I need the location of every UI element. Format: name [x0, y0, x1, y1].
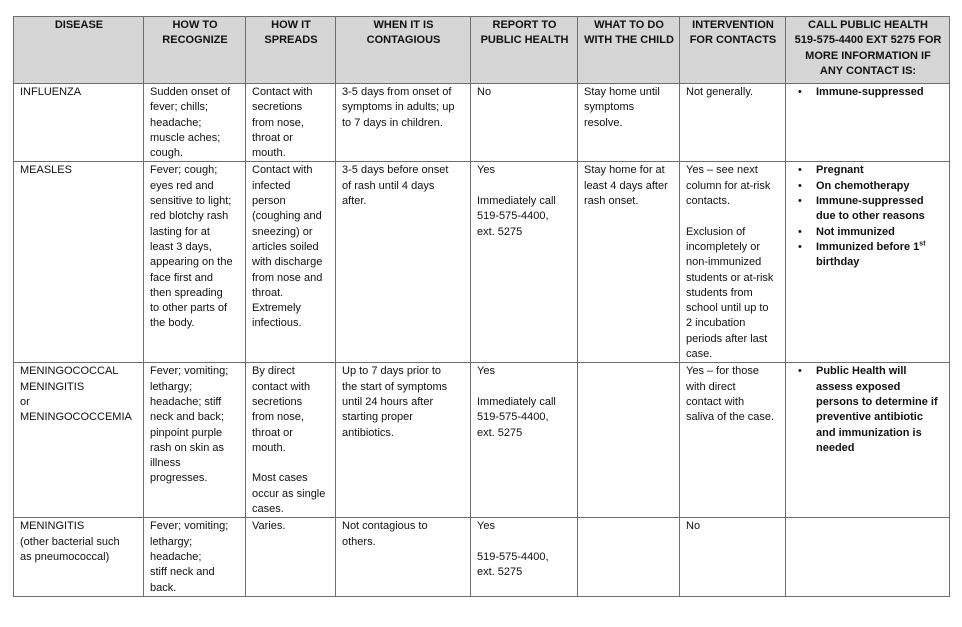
cell-contagious: [336, 162, 471, 363]
cell-line: eyes red and: [150, 179, 214, 192]
cell-line: WHAT TO DO: [594, 19, 664, 31]
cell-line: person: [252, 195, 286, 208]
table-row-influenza: [14, 84, 950, 162]
cell-spreads: [246, 363, 336, 518]
cell-line: or: [20, 395, 30, 408]
cell-line: MENINGOCOCCAL: [20, 365, 119, 378]
cell-intervention: [680, 162, 786, 363]
cell-line: Stay home until: [584, 86, 660, 98]
cell-line: Exclusion of: [686, 225, 746, 238]
cell-disease: [14, 84, 144, 162]
cell-contacts: [786, 84, 950, 162]
cell-report: [471, 84, 578, 162]
cell-line: CONTAGIOUS: [366, 34, 441, 47]
cell-recognize: [144, 518, 246, 596]
cell-line: least 3 days,: [150, 240, 212, 253]
cell-line: contact with: [686, 395, 745, 408]
cell-line: WITH THE CHILD: [584, 34, 674, 47]
cell-line: Yes – for those: [686, 365, 759, 378]
cell-line: red blotchy rash: [150, 210, 229, 223]
cell-line: [686, 209, 780, 224]
cell-line: the start of symptoms: [342, 380, 448, 393]
cell-line: case.: [686, 348, 713, 361]
cell-line: ext. 5275: [477, 225, 523, 238]
cell-line: PUBLIC HEALTH: [480, 34, 569, 47]
cell-line: headache;: [150, 550, 202, 563]
header-how-to-recognize: [144, 17, 246, 84]
cell-line: Most cases: [252, 472, 308, 485]
cell-line: from nose and: [252, 271, 323, 284]
cell-line: HOW IT: [271, 19, 311, 31]
cell-line: students or at-risk: [686, 271, 774, 284]
cell-line: sensitive to light;: [150, 195, 232, 208]
cell-line: REPORT TO: [492, 19, 557, 31]
cell-line: CALL PUBLIC HEALTH: [808, 19, 928, 31]
cell-line: Yes: [477, 365, 495, 378]
cell-report: [471, 162, 578, 363]
cell-line: students from: [686, 286, 753, 299]
cell-line: infected: [252, 179, 291, 192]
cell-line: secretions: [252, 101, 303, 114]
table-row-meningococcal: [14, 363, 950, 518]
header-call-public-health: [786, 17, 950, 84]
cell-line: Up to 7 days prior to: [342, 365, 442, 378]
cell-line: saliva of the case.: [686, 411, 775, 424]
table-row-measles: [14, 162, 950, 363]
cell-line: MORE INFORMATION IF: [805, 49, 931, 62]
cell-line: MENINGOCOCCEMIA: [20, 411, 132, 424]
list-item: • Immune-suppressed: [792, 85, 944, 100]
cell-line: INTERVENTION: [692, 19, 774, 31]
cell-line: HOW TO: [172, 19, 218, 31]
cell-line: WHEN IT IS: [373, 19, 434, 31]
cell-intervention: [680, 84, 786, 162]
contact-list: [792, 85, 944, 100]
cell-line: with discharge: [252, 256, 323, 269]
cell-line: DISEASE: [54, 19, 104, 31]
cell-line: after.: [342, 195, 367, 208]
cell-line: ext. 5275: [477, 566, 523, 579]
header-when-contagious: [336, 17, 471, 84]
cell-line: cough.: [150, 147, 184, 160]
cell-recognize: [144, 162, 246, 363]
cell-line: headache;: [150, 116, 202, 129]
cell-line: antibiotics.: [342, 426, 394, 439]
cell-contagious: [336, 518, 471, 596]
cell-line: 3-5 days before onset: [342, 164, 449, 177]
cell-line: Fever; vomiting;: [150, 520, 229, 533]
list-item: • Pregnant: [792, 163, 944, 178]
cell-disease: [14, 363, 144, 518]
cell-child: [578, 162, 680, 363]
cell-line: symptoms in adults; up: [342, 101, 455, 114]
cell-line: secretions: [252, 395, 303, 408]
cell-line: lasting for at: [150, 225, 210, 238]
cell-line: to other parts of: [150, 302, 228, 315]
cell-line: throat or: [252, 426, 293, 439]
header-intervention-for-contacts: [680, 17, 786, 84]
cell-line: rash on skin as: [150, 441, 224, 454]
cell-contacts: [786, 518, 950, 596]
cell-line: muscle aches;: [150, 131, 221, 144]
cell-line: Not generally.: [686, 86, 754, 98]
cell-line: [477, 380, 572, 395]
contact-list: [792, 364, 944, 456]
cell-line: as pneumococcal): [20, 550, 110, 563]
cell-spreads: [246, 518, 336, 596]
cell-line: starting proper: [342, 411, 413, 424]
cell-line: Yes – see next: [686, 164, 758, 177]
cell-line: appearing on the: [150, 256, 233, 269]
cell-line: MENINGITIS: [20, 380, 85, 393]
cell-line: periods after last: [686, 332, 768, 345]
cell-line: with direct: [686, 380, 736, 393]
cell-line: Immediately call: [477, 395, 556, 408]
cell-line: progresses.: [150, 472, 208, 485]
cell-line: column for at-risk: [686, 179, 771, 192]
cell-line: sneezing) or: [252, 225, 313, 238]
cell-line: throat or: [252, 131, 293, 144]
cell-line: ext. 5275: [477, 426, 523, 439]
cell-line: MEASLES: [20, 164, 72, 177]
cell-line: infectious.: [252, 317, 302, 330]
cell-recognize: [144, 84, 246, 162]
cell-line: Yes: [477, 520, 495, 533]
header-row: [14, 17, 950, 84]
cell-intervention: [680, 518, 786, 596]
cell-line: to 7 days in children.: [342, 116, 443, 129]
cell-line: then spreading: [150, 286, 223, 299]
cell-line: articles soiled: [252, 240, 319, 253]
contact-list: [792, 163, 944, 239]
cell-spreads: [246, 162, 336, 363]
cell-line: pinpoint purple: [150, 426, 223, 439]
cell-contacts: [786, 363, 950, 518]
cell-line: RECOGNIZE: [162, 34, 228, 47]
header-how-it-spreads: [246, 17, 336, 84]
cell-line: contacts.: [686, 195, 731, 208]
cell-line: MENINGITIS: [20, 520, 85, 533]
cell-line: contact with: [252, 380, 311, 393]
cell-line: 2 incubation: [686, 317, 746, 330]
cell-line: illness: [150, 457, 181, 470]
cell-report: [471, 363, 578, 518]
cell-line: Fever; cough;: [150, 164, 218, 177]
cell-child: [578, 518, 680, 596]
cell-line: Not contagious to: [342, 520, 428, 533]
cell-line: neck and back;: [150, 411, 224, 424]
cell-line: incompletely or: [686, 240, 760, 253]
cell-line: 519-575-4400,: [477, 550, 549, 563]
cell-line: Contact with: [252, 164, 313, 177]
cell-child: [578, 363, 680, 518]
list-item: • Immune-suppressed due to other reasons: [792, 194, 944, 225]
cell-line: throat.: [252, 286, 284, 299]
cell-line: from nose,: [252, 411, 304, 424]
cell-line: back.: [150, 581, 177, 594]
cell-line: until 24 hours after: [342, 395, 434, 408]
cell-line: [477, 179, 572, 194]
cell-line: of rash until 4 days: [342, 179, 435, 192]
cell-line: lethargy;: [150, 380, 193, 393]
cell-line: rash onset.: [584, 195, 639, 208]
cell-line: the body.: [150, 317, 195, 330]
cell-line: mouth.: [252, 441, 286, 454]
cell-line: [252, 456, 330, 471]
cell-line: others.: [342, 535, 376, 548]
cell-disease: [14, 162, 144, 363]
cell-line: No: [686, 520, 701, 533]
cell-line: 3-5 days from onset of: [342, 86, 452, 98]
cell-line: least 4 days after: [584, 179, 668, 192]
cell-line: resolve.: [584, 116, 623, 129]
header-report-to-public-health: [471, 17, 578, 84]
cell-line: symptoms: [584, 101, 635, 114]
cell-line: No: [477, 86, 492, 98]
list-item: • Not immunized: [792, 225, 944, 240]
cell-line: Stay home for at: [584, 164, 665, 177]
cell-line: INFLUENZA: [20, 86, 82, 98]
cell-child: [578, 84, 680, 162]
cell-line: from nose,: [252, 116, 304, 129]
cell-line: headache; stiff: [150, 395, 222, 408]
cell-line: Contact with: [252, 86, 313, 98]
cell-disease: [14, 518, 144, 596]
cell-line: Sudden onset of: [150, 86, 231, 98]
cell-line: SPREADS: [264, 34, 318, 47]
cell-line: ANY CONTACT IS:: [819, 64, 917, 77]
cell-line: Varies.: [252, 520, 286, 533]
cell-report: [471, 518, 578, 596]
cell-line: 519-575-4400 EXT 5275 FOR: [794, 34, 942, 47]
cell-line: non-immunized: [686, 256, 762, 269]
cell-contacts: [786, 162, 950, 363]
cell-intervention: [680, 363, 786, 518]
header-what-to-do-with-child: [578, 17, 680, 84]
cell-line: Immediately call: [477, 195, 556, 208]
list-item: • On chemotherapy: [792, 179, 944, 194]
list-item: • Immunized before 1st birthday: [792, 240, 944, 271]
cell-line: fever; chills;: [150, 101, 209, 114]
header-disease: [14, 17, 144, 84]
cell-line: school until up to: [686, 302, 769, 315]
cell-line: (other bacterial such: [20, 535, 120, 548]
cell-line: Yes: [477, 164, 495, 177]
cell-line: [477, 535, 572, 550]
contact-list-tail: [792, 240, 944, 271]
cell-line: (coughing and: [252, 210, 322, 223]
table-row-meningitis: [14, 518, 950, 596]
cell-line: Extremely: [252, 302, 301, 315]
cell-line: Fever; vomiting;: [150, 365, 229, 378]
cell-line: By direct: [252, 365, 295, 378]
cell-line: lethargy;: [150, 535, 193, 548]
cell-line: 519-575-4400,: [477, 210, 549, 223]
cell-line: occur as single: [252, 487, 326, 500]
list-item: • Public Health will assess exposed persons to determine if preventive antibiotic and immunization is needed: [792, 364, 944, 456]
cell-recognize: [144, 363, 246, 518]
disease-reference-table: [13, 16, 950, 597]
cell-line: stiff neck and: [150, 566, 215, 579]
cell-contagious: [336, 363, 471, 518]
cell-line: face first and: [150, 271, 213, 284]
cell-spreads: [246, 84, 336, 162]
cell-contagious: [336, 84, 471, 162]
cell-line: cases.: [252, 503, 284, 516]
cell-line: mouth.: [252, 147, 286, 160]
cell-line: 519-575-4400,: [477, 411, 549, 424]
cell-line: FOR CONTACTS: [689, 34, 777, 47]
